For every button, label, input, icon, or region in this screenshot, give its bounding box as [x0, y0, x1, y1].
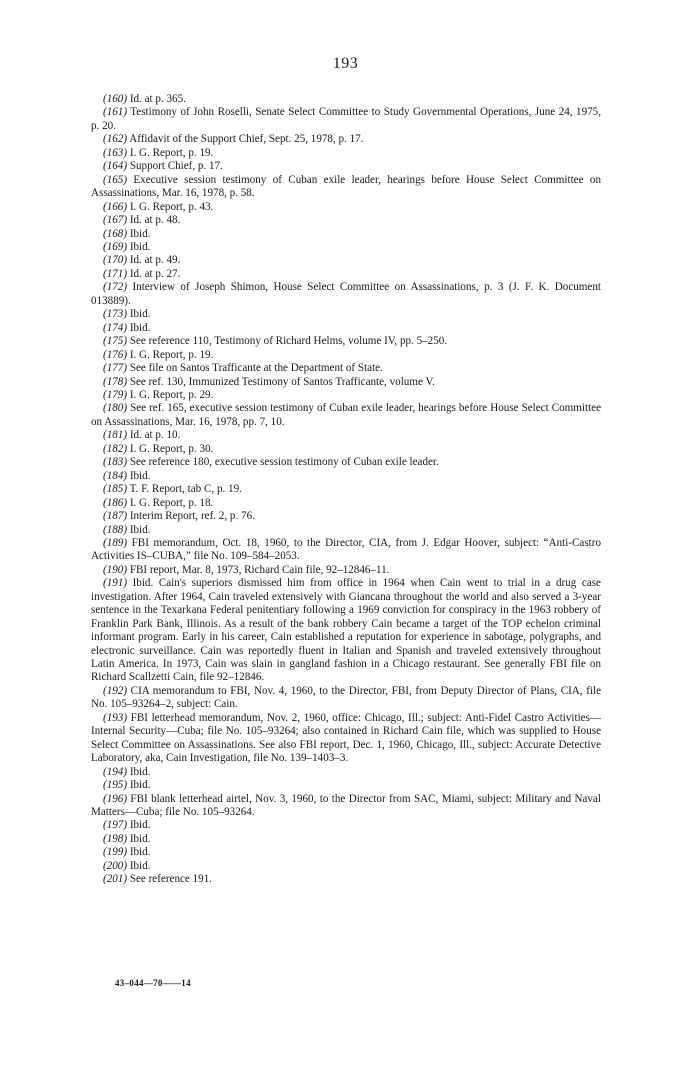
- endnote-text: FBI memorandum, Oct. 18, 1960, to the Director, CIA, from J. Edgar Hoover, subject: “Anti-Castro Activities IS–CUBA,” file No. 109–584–2053.: [91, 536, 601, 563]
- endnote-number: (168): [103, 227, 128, 240]
- endnote-text: See file on Santos Trafficante at the Department of State.: [129, 362, 383, 375]
- endnote: [91, 335, 601, 348]
- endnote-text: Interim Report, ref. 2, p. 76.: [129, 510, 255, 523]
- endnote-number: (196): [103, 792, 128, 805]
- endnote-number: (190): [103, 563, 128, 576]
- endnote: [91, 106, 601, 133]
- endnote-number: (185): [103, 483, 128, 496]
- endnote: [91, 577, 601, 685]
- endnote: [91, 214, 601, 227]
- endnote: [91, 147, 601, 160]
- endnote: [91, 846, 601, 859]
- endnote-text: Id. at p. 10.: [129, 429, 181, 442]
- printer-footer-code: 43–044—70——14: [115, 978, 191, 988]
- endnote: [91, 779, 601, 792]
- endnote-number: (191): [103, 577, 128, 590]
- endnote: [91, 349, 601, 362]
- endnote-number: (180): [103, 402, 128, 415]
- endnote-number: (192): [103, 684, 128, 697]
- endnote-text: Ibid.: [129, 832, 151, 845]
- endnote-number: (175): [103, 335, 128, 348]
- endnote-number: (160): [103, 93, 128, 105]
- endnote: [91, 860, 601, 873]
- endnote: [91, 766, 601, 779]
- endnote-text: I. G. Report, p. 30.: [129, 442, 214, 455]
- endnote-number: (170): [103, 254, 128, 267]
- endnote: [91, 793, 601, 820]
- endnote: [91, 712, 601, 766]
- endnote-text: See reference 191.: [129, 873, 213, 886]
- endnote-text: I. G. Report, p. 43.: [129, 200, 214, 213]
- endnote-number: (162): [103, 133, 128, 146]
- endnote-number: (164): [103, 160, 128, 173]
- endnote: [91, 524, 601, 537]
- endnote-number: (179): [103, 388, 128, 401]
- endnote-number: (184): [103, 469, 128, 482]
- endnote: [91, 389, 601, 402]
- endnote: [91, 819, 601, 832]
- endnote-number: (199): [103, 846, 128, 859]
- endnote-text: Ibid.: [129, 846, 151, 859]
- endnote-text: FBI report, Mar. 8, 1973, Richard Cain file, 92–12846–11.: [129, 563, 390, 576]
- endnote-text: Id. at p. 365.: [129, 93, 186, 105]
- endnote-number: (187): [103, 510, 128, 523]
- endnote-text: See reference 110, Testimony of Richard Helms, volume IV, pp. 5–250.: [129, 335, 448, 348]
- endnote-text: Ibid.: [129, 523, 151, 536]
- endnote-text: Executive session testimony of Cuban exile leader, hearings before House Select Committee on Assassinations, Mar. 16, 1978, p. 58.: [91, 173, 601, 200]
- endnote-number: (200): [103, 859, 128, 872]
- endnote: [91, 564, 601, 577]
- endnote: [91, 470, 601, 483]
- endnote: [91, 254, 601, 267]
- endnote-text: Ibid.: [129, 308, 151, 321]
- endnote: [91, 833, 601, 846]
- endnote: [91, 160, 601, 173]
- endnote-text: I. G. Report, p. 19.: [129, 348, 214, 361]
- endnote-text: See reference 180, executive session testimony of Cuban exile leader.: [129, 456, 439, 469]
- endnote: [91, 322, 601, 335]
- endnote-text: CIA memorandum to FBI, Nov. 4, 1960, to the Director, FBI, from Deputy Director of Plans, CIA, file No. 105–93264–2, subject: Cain.: [91, 684, 601, 711]
- endnote: [91, 483, 601, 496]
- endnote-number: (169): [103, 240, 128, 253]
- endnote-number: (181): [103, 429, 128, 442]
- endnote-number: (195): [103, 779, 128, 792]
- endnote-number: (189): [103, 536, 128, 549]
- endnote-text: Id. at p. 49.: [129, 254, 181, 267]
- endnote-text: FBI letterhead memorandum, Nov. 2, 1960, office: Chicago, Ill.; subject: Anti-Fidel Castro Activities—Internal Security—Cuba; file No. 105–93264; also contained in Richard Cain file, which was supplied to House Select Committee on Assassinations. See also FBI report, Dec. 1, 1960, Chicago, Ill., subject: Accurate Detective Laboratory, aka, Cain Investigation, file No. 139–1403–3.: [91, 711, 601, 765]
- endnote: [91, 362, 601, 375]
- endnote: [91, 873, 601, 886]
- endnote: [91, 429, 601, 442]
- endnote: [91, 228, 601, 241]
- endnote: [91, 402, 601, 429]
- endnote-text: Ibid.: [129, 240, 151, 253]
- endnote-number: (163): [103, 146, 128, 159]
- endnote-text: Ibid. Cain's superiors dismissed him from office in 1964 when Cain went to trial in a drug case investigation. After 1964, Cain traveled extensively with Giancana throughout the world and also served a 3-year sentence in the Texarkana Federal penitentiary following a 1969 conviction for conspiracy in the 1963 robbery of Franklin Park Bank, Illinois. As a result of the bank robbery Cain became a target of the TOP echelon criminal informant program. Early in his career, Cain established a reputation for experience in sabotage, polygraphs, and electronic surveillance. Cain was reportedly fluent in Italian and Spanish and traveled extensively throughout Latin America. In 1973, Cain was slain in gangland fashion in a Chicago restaurant. See generally FBI file on Richard Scallzetti Cain, file 92–12846.: [91, 577, 601, 684]
- endnote-number: (193): [103, 711, 128, 724]
- page-number: 193: [332, 55, 359, 72]
- endnote: [91, 133, 601, 146]
- endnote-number: (177): [103, 362, 128, 375]
- endnote: [91, 443, 601, 456]
- endnote: [91, 456, 601, 469]
- endnote-number: (172): [103, 281, 128, 294]
- endnote: [91, 376, 601, 389]
- endnote-text: Ibid.: [129, 859, 151, 872]
- endnote: [91, 308, 601, 321]
- endnote-text: Id. at p. 27.: [129, 267, 181, 280]
- endnote: [91, 174, 601, 201]
- endnote-number: (198): [103, 832, 128, 845]
- endnote-text: Ibid.: [129, 819, 151, 832]
- endnote-number: (178): [103, 375, 128, 388]
- endnote-number: (188): [103, 523, 128, 536]
- endnote-text: See ref. 165, executive session testimony of Cuban exile leader, hearings before House Select Committee on Assassinations, Mar. 16, 1978, pp. 7, 10.: [91, 402, 601, 428]
- endnote-text: See ref. 130, Immunized Testimony of Santos Trafficante, volume V.: [129, 375, 435, 388]
- endnote-number: (161): [103, 106, 128, 119]
- endnote-number: (171): [103, 267, 128, 280]
- endnote-text: Ibid.: [129, 779, 151, 792]
- endnote: [91, 93, 601, 106]
- endnote-number: (176): [103, 348, 128, 361]
- endnote-text: I. G. Report, p. 19.: [129, 146, 214, 159]
- endnote: [91, 241, 601, 254]
- endnote-number: (201): [103, 873, 128, 886]
- endnote-text: Ibid.: [129, 469, 151, 482]
- endnote-number: (186): [103, 496, 128, 509]
- endnote: [91, 510, 601, 523]
- endnote: [91, 201, 601, 214]
- endnote-text: Interview of Joseph Shimon, House Select Committee on Assassinations, p. 3 (J. F. K. Document 013889).: [91, 281, 601, 307]
- endnote-text: Testimony of John Roselli, Senate Select Committee to Study Governmental Operations, June 24, 1975, p. 20.: [91, 106, 601, 132]
- endnote-number: (167): [103, 214, 128, 227]
- endnote-text: Ibid.: [129, 227, 151, 240]
- endnote-text: I. G. Report, p. 18.: [129, 496, 214, 509]
- endnote-text: Affidavit of the Support Chief, Sept. 25, 1978, p. 17.: [129, 133, 364, 146]
- endnotes-list: [91, 93, 601, 887]
- endnote-number: (173): [103, 308, 128, 321]
- endnote-number: (165): [103, 173, 128, 186]
- endnote-number: (174): [103, 321, 128, 334]
- endnote-number: (183): [103, 456, 128, 469]
- endnote-text: Ibid.: [129, 321, 151, 334]
- endnote-number: (182): [103, 442, 128, 455]
- endnote-number: (197): [103, 819, 128, 832]
- endnote: [91, 281, 601, 308]
- endnote-text: Id. at p. 48.: [129, 214, 181, 227]
- endnote-text: Ibid.: [129, 765, 151, 778]
- endnote-text: I. G. Report, p. 29.: [129, 388, 214, 401]
- endnote: [91, 497, 601, 510]
- endnote-text: FBI blank letterhead airtel, Nov. 3, 1960, to the Director from SAC, Miami, subject: Military and Naval Matters—Cuba; file No. 105–93264.: [91, 792, 601, 819]
- endnote: [91, 537, 601, 564]
- endnote: [91, 685, 601, 712]
- endnote-text: T. F. Report, tab C, p. 19.: [129, 483, 242, 496]
- endnote-number: (194): [103, 765, 128, 778]
- endnote: [91, 268, 601, 281]
- endnote-number: (166): [103, 200, 128, 213]
- endnote-text: Support Chief, p. 17.: [129, 160, 223, 173]
